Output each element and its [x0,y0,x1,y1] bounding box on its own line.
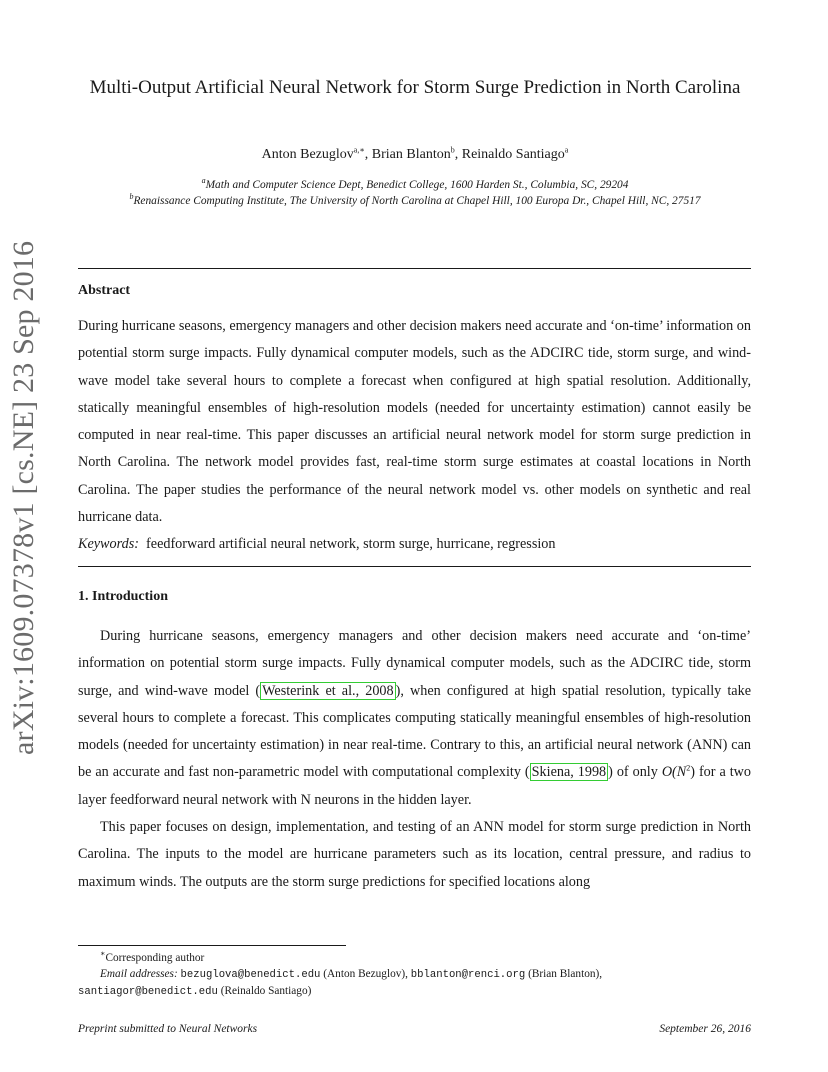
section-heading: 1. Introduction [78,589,168,604]
author-list: Anton Bezuglov$^{a,∗}$, Brian Blanton$^b$, Reinaldo Santiago$^a$ [261,145,569,162]
keywords-label: Keywords: [78,536,139,553]
abstract-bottom-rule [78,566,751,567]
abstract-heading: Abstract [78,283,131,298]
abstract-text: During hurricane seasons, emergency managers and other decision makers need accurate and ‘on-time’ information on potential storm surge impacts. Fully dynamical computer models, such as the ADCIRC tide, storm surge, and wind-wave model take several hours to complete a forecast when configured at high spatial resolution. Additionally, statically meaningful ensembles of high-resolution models (needed for uncertainty estimation) cannot easily be computed in near real-time. This paper discusses an artificial neural network model for storm surge prediction in North Carolina. The network model provides fast, real-time storm surge estimates at coastal locations in North Carolina. The paper studies the performance of the neural network model vs. other models on synthetic and real hurricane data. [78,318,751,526]
author-marks: a [564,145,569,155]
email-line-continued: santiagor@benedict.edu (Reinaldo Santiago) [78,985,312,998]
citation-link[interactable]: Westerink et al., 2008 [262,682,394,699]
complexity-expression: O(N [661,764,687,781]
footer-date: September 26, 2016 [659,1023,751,1035]
citation-link[interactable]: Skiena, 1998 [531,764,607,781]
author-marks: a,∗ [353,145,365,155]
author-name: Anton Bezuglov [261,147,354,162]
arxiv-sidebar [2,240,46,755]
corresponding-author-note: ∗Corresponding author [100,949,205,964]
affiliation-b: $^b$Renaissance Computing Institute, The University of North Carolina at Chapel Hill, 100 Europa Dr., Chapel Hill, NC, 27517 [129,191,701,207]
author-marks: b [450,145,455,155]
paper-title: Multi-Output Artificial Neural Network for Storm Surge Prediction in North Carolina [89,77,741,98]
email-address[interactable]: bezuglova@benedict.edu [180,969,321,981]
affiliation-a: $^a$Math and Computer Science Dept, Benedict College, 1600 Harden St., Columbia, SC, 29204 [201,176,629,191]
intro-paragraph-2: This paper focuses on design, implementation, and testing of an ANN model for storm surge prediction in North Carolina. The inputs to the model are hurricane parameters such as its location, central pressure, and radius to maximum winds. The outputs are the storm surge predictions for specified locations along [78,819,751,890]
email-label: Email addresses: [100,968,178,980]
author-name: Brian Blanton [371,147,451,162]
email-address[interactable]: bblanton@renci.org [410,969,526,981]
footnotes [78,950,751,1000]
abstract-top-rule [78,268,751,269]
footer-journal: Preprint submitted to Neural Networks [78,1023,258,1035]
keywords-line [78,531,751,558]
introduction-body [78,623,751,896]
keywords-text: feedforward artificial neural network, storm surge, hurricane, regression [146,536,556,553]
author-name: Reinaldo Santiago [461,147,565,162]
intro-paragraph-1: During hurricane seasons, emergency managers and other decision makers need accurate and ‘on-time’ information on potential storm surge impacts. Fully dynamical computer models, such as the ADCIRC tide, storm surge, and wind-wave model ( Westerink et al., 2008 ), when configured at high spatial resolution, typically take several hours to complete a forecast. This complicates computing statically meaningful ensembles of high-resolution models (needed for uncertainty estimation) in near real-time. Contrary to this, an artificial neural network (ANN) can be an accurate and fast non-parametric model with computational complexity ( Skiena, 1998 ) of only $O(N^2)$ for a two layer feedforward neural network with N neurons in the hidden layer. [78,628,751,808]
footnote-rule [78,945,346,946]
abstract-body [78,313,751,559]
arxiv-identifier: arXiv:1609.07378v1 [cs.NE] 23 Sep 2016 [7,240,40,755]
email-address[interactable]: santiagor@benedict.edu [78,986,218,998]
affiliations [78,178,752,209]
email-line: Email addresses: bezuglova@benedict.edu (Anton Bezuglov), bblanton@renci.org (Brian Blanton), [100,968,603,981]
